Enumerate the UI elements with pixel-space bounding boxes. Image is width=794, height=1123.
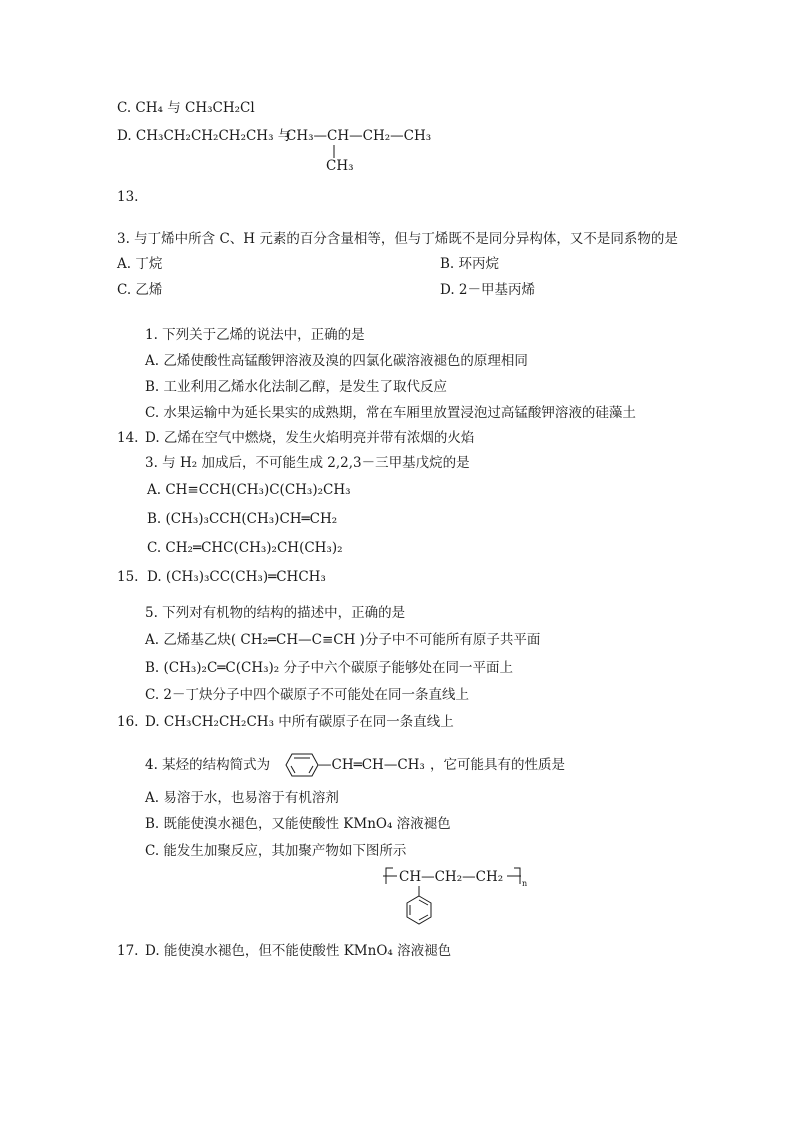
q15-option-d: D. (CH₃)₃CC(CH₃)═CHCH₃ xyxy=(147,569,326,585)
q17-stem-end: ，它可能具有的性质是 xyxy=(430,757,565,773)
q16-option-a: A. 乙烯基乙炔( CH₂═CH—C≡CH )分子中不可能所有原子共平面 xyxy=(145,632,541,648)
q14-stem: 1. 下列关于乙烯的说法中，正确的是 xyxy=(145,327,365,343)
polymer-subscript-n: n xyxy=(522,879,528,888)
q16-stem: 5. 下列对有机物的结构的描述中，正确的是 xyxy=(145,605,406,621)
q15-stem: 3. 与 H₂ 加成后，不可能生成 2,2,3－三甲基戊烷的是 xyxy=(145,455,470,471)
q14-option-c: C. 水果运输中为延长果实的成熟期，常在车厢里放置浸泡过高锰酸钾溶液的硅藻土 xyxy=(145,405,636,421)
q17-option-c: C. 能发生加聚反应，其加聚产物如下图所示 xyxy=(145,843,407,859)
q16-number: 16. xyxy=(117,714,139,730)
q13-number: 13. xyxy=(117,189,139,205)
q17-option-b: B. 既能使溴水褪色，又能使酸性 KMnO₄ 溶液褪色 xyxy=(145,816,451,832)
q16-option-b: B. (CH₃)₂C═C(CH₃)₂ 分子中六个碳原子能够处在同一平面上 xyxy=(145,660,513,676)
q15-option-c: C. CH₂═CHC(CH₃)₂CH(CH₃)₂ xyxy=(147,540,343,556)
q17-option-a: A. 易溶于水，也易溶于有机溶剂 xyxy=(145,790,339,806)
q13-option-d: D. CH₃CH₂CH₂CH₂CH₃ 与 xyxy=(117,128,292,144)
q14-option-b: B. 工业利用乙烯水化法制乙醇，是发生了取代反应 xyxy=(145,379,448,395)
q16-option-d: D. CH₃CH₂CH₂CH₃ 中所有碳原子在同一条直线上 xyxy=(145,714,454,730)
q13-option-c: C. CH₄ 与 CH₃CH₂Cl xyxy=(117,100,255,116)
q17-stem-structure: —CH═CH—CH₃ xyxy=(318,757,425,773)
polymer-benzene-ring-icon xyxy=(407,896,431,924)
polymer-structure xyxy=(383,862,543,932)
q17-option-d: D. 能使溴水褪色，但不能使酸性 KMnO₄ 溶液褪色 xyxy=(145,943,452,959)
q14-option-a: A. 乙烯使酸性高锰酸钾溶液及溴的四氯化碳溶液褪色的原理相同 xyxy=(145,353,528,369)
q14-option-d: D. 乙烯在空气中燃烧，发生火焰明亮并带有浓烟的火焰 xyxy=(145,430,475,446)
q3-option-a: A. 丁烷 xyxy=(117,256,163,272)
polymer-chain: CH—CH₂—CH₂ xyxy=(399,869,504,885)
q3-stem: 3. 与丁烯中所含 C、H 元素的百分含量相等，但与丁烯既不是同分异构体，又不是同系物的是 xyxy=(117,231,678,247)
q17-stem-start: 4. 某烃的结构简式为 xyxy=(145,757,271,773)
q13-d-structure-branch: CH₃ xyxy=(326,158,354,174)
q15-number: 15. xyxy=(117,569,139,585)
q15-option-a: A. CH≡CCH(CH₃)C(CH₃)₂CH₃ xyxy=(147,482,351,498)
q3-option-d: D. 2－甲基丙烯 xyxy=(440,282,536,298)
q15-option-b: B. (CH₃)₃CCH(CH₃)CH═CH₂ xyxy=(147,511,338,527)
q3-option-b: B. 环丙烷 xyxy=(440,256,500,272)
q3-option-c: C. 乙烯 xyxy=(117,282,163,298)
q14-number: 14. xyxy=(117,430,139,446)
q17-number: 17. xyxy=(117,943,139,959)
q16-option-c: C. 2－丁炔分子中四个碳原子不可能处在同一条直线上 xyxy=(145,687,470,703)
q13-d-structure xyxy=(286,124,446,174)
q13-d-structure-main: CH₃—CH—CH₂—CH₃ xyxy=(286,128,432,144)
benzene-ring-icon xyxy=(284,750,320,780)
